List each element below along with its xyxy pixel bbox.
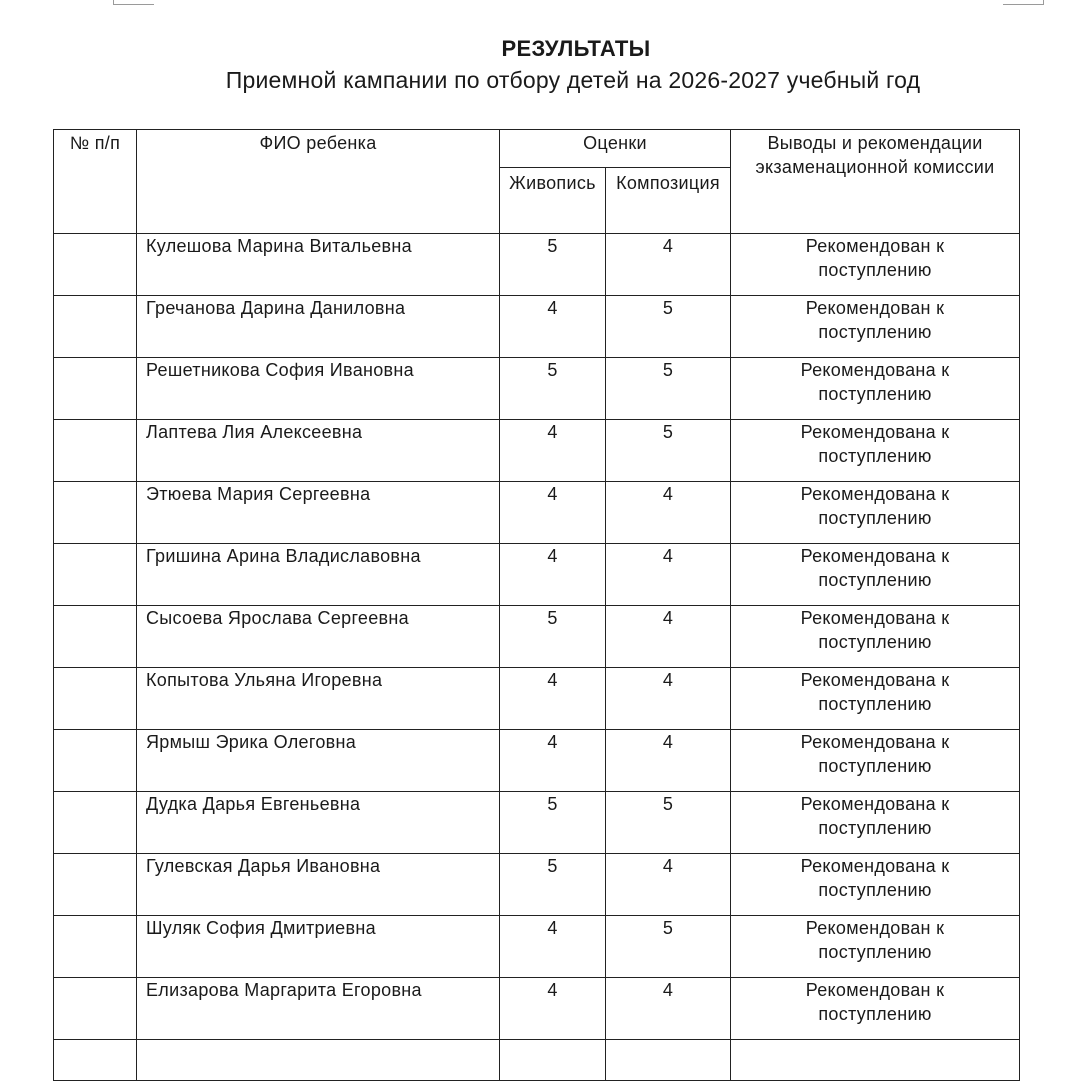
cell-conclusion <box>731 234 1020 296</box>
cell-composition-grade <box>606 1040 731 1081</box>
cell-number <box>54 1040 137 1081</box>
cell-number <box>54 544 137 606</box>
cell-composition-grade: 5 <box>606 296 731 358</box>
cell-child-name: Сысоева Ярослава Сергеевна <box>137 606 500 668</box>
table-row <box>54 1040 1020 1081</box>
cell-painting-grade: 4 <box>500 978 606 1040</box>
header-conclusion <box>731 130 1020 234</box>
cell-number <box>54 792 137 854</box>
table-row <box>54 234 1020 296</box>
cell-number <box>54 234 137 296</box>
cell-number <box>54 730 137 792</box>
table-row <box>54 978 1020 1040</box>
cell-conclusion <box>731 978 1020 1040</box>
cell-number <box>54 978 137 1040</box>
cell-painting-grade: 4 <box>500 420 606 482</box>
table-row <box>54 854 1020 916</box>
cell-conclusion <box>731 792 1020 854</box>
header-composition-text: Композиция <box>616 173 720 193</box>
cell-painting-grade: 5 <box>500 606 606 668</box>
conclusion-text: Рекомендована к поступлению <box>800 794 950 838</box>
cell-number <box>54 482 137 544</box>
cell-child-name: Решетникова София Ивановна <box>137 358 500 420</box>
document-title: РЕЗУЛЬТАТЫ <box>501 36 651 61</box>
cell-number <box>54 606 137 668</box>
cell-child-name: Гулевская Дарья Ивановна <box>137 854 500 916</box>
cell-composition-grade: 4 <box>606 234 731 296</box>
cell-number <box>54 668 137 730</box>
conclusion-text: Рекомендована к поступлению <box>800 422 950 466</box>
table-row <box>54 916 1020 978</box>
cell-composition-grade: 5 <box>606 420 731 482</box>
header-number: № п/п <box>54 130 137 234</box>
cell-painting-grade: 4 <box>500 482 606 544</box>
table-row <box>54 358 1020 420</box>
header-painting-text: Живопись <box>509 173 596 193</box>
cell-conclusion <box>731 606 1020 668</box>
conclusion-text: Рекомендована к поступлению <box>800 360 950 404</box>
cell-painting-grade: 4 <box>500 668 606 730</box>
cell-conclusion <box>731 544 1020 606</box>
cell-child-name: Гречанова Дарина Даниловна <box>137 296 500 358</box>
table-row <box>54 296 1020 358</box>
conclusion-text: Рекомендован к поступлению <box>805 298 945 342</box>
table-row <box>54 606 1020 668</box>
cell-composition-grade: 4 <box>606 978 731 1040</box>
cell-painting-grade <box>500 1040 606 1081</box>
cell-composition-grade: 5 <box>606 916 731 978</box>
conclusion-text: Рекомендована к поступлению <box>800 732 950 776</box>
cell-painting-grade: 4 <box>500 544 606 606</box>
cell-number <box>54 420 137 482</box>
table-row <box>54 482 1020 544</box>
conclusion-text: Рекомендован к поступлению <box>805 236 945 280</box>
cell-composition-grade: 4 <box>606 854 731 916</box>
cell-number <box>54 296 137 358</box>
cell-conclusion <box>731 668 1020 730</box>
cell-painting-grade: 5 <box>500 358 606 420</box>
cell-child-name <box>137 1040 500 1081</box>
conclusion-text: Рекомендован к поступлению <box>805 918 945 962</box>
cell-number <box>54 916 137 978</box>
table-row <box>54 544 1020 606</box>
cell-conclusion <box>731 420 1020 482</box>
cell-painting-grade: 5 <box>500 792 606 854</box>
cell-child-name: Гришина Арина Владиславовна <box>137 544 500 606</box>
cell-composition-grade: 4 <box>606 668 731 730</box>
cell-painting-grade: 4 <box>500 296 606 358</box>
cell-conclusion <box>731 296 1020 358</box>
header-child-name: ФИО ребенка <box>137 130 500 234</box>
table-row <box>54 730 1020 792</box>
table-row <box>54 668 1020 730</box>
results-table <box>53 129 1020 1081</box>
page-corner-mark-right <box>1003 0 1044 5</box>
cell-conclusion <box>731 854 1020 916</box>
conclusion-text: Рекомендована к поступлению <box>800 484 950 528</box>
cell-number <box>54 854 137 916</box>
cell-child-name: Копытова Ульяна Игоревна <box>137 668 500 730</box>
header-painting <box>500 168 606 234</box>
table-row <box>54 420 1020 482</box>
cell-conclusion <box>731 916 1020 978</box>
cell-composition-grade: 4 <box>606 730 731 792</box>
conclusion-text: Рекомендована к поступлению <box>800 546 950 590</box>
cell-composition-grade: 5 <box>606 358 731 420</box>
cell-composition-grade: 5 <box>606 792 731 854</box>
cell-child-name: Этюева Мария Сергеевна <box>137 482 500 544</box>
document-subtitle: Приемной кампании по отбору детей на 2026-2027 учебный год <box>225 67 921 93</box>
cell-child-name: Шуляк София Дмитриевна <box>137 916 500 978</box>
conclusion-text: Рекомендована к поступлению <box>800 608 950 652</box>
cell-composition-grade: 4 <box>606 482 731 544</box>
cell-painting-grade: 5 <box>500 854 606 916</box>
page-corner-mark-left <box>113 0 154 5</box>
cell-child-name: Кулешова Марина Витальевна <box>137 234 500 296</box>
cell-composition-grade: 4 <box>606 544 731 606</box>
cell-composition-grade: 4 <box>606 606 731 668</box>
conclusion-text: Рекомендована к поступлению <box>800 670 950 714</box>
cell-painting-grade: 5 <box>500 234 606 296</box>
cell-child-name: Ярмыш Эрика Олеговна <box>137 730 500 792</box>
table-row <box>54 792 1020 854</box>
header-conclusion-text: Выводы и рекомендации экзаменационной комиссии <box>755 133 995 177</box>
header-composition <box>606 168 731 234</box>
cell-conclusion <box>731 1040 1020 1081</box>
conclusion-text: Рекомендована к поступлению <box>800 856 950 900</box>
cell-painting-grade: 4 <box>500 916 606 978</box>
cell-conclusion <box>731 358 1020 420</box>
cell-child-name: Елизарова Маргарита Егоровна <box>137 978 500 1040</box>
cell-painting-grade: 4 <box>500 730 606 792</box>
conclusion-text: Рекомендован к поступлению <box>805 980 945 1024</box>
cell-conclusion <box>731 482 1020 544</box>
cell-child-name: Дудка Дарья Евгеньевна <box>137 792 500 854</box>
cell-number <box>54 358 137 420</box>
cell-child-name: Лаптева Лия Алексеевна <box>137 420 500 482</box>
header-grades: Оценки <box>500 130 731 168</box>
cell-conclusion <box>731 730 1020 792</box>
